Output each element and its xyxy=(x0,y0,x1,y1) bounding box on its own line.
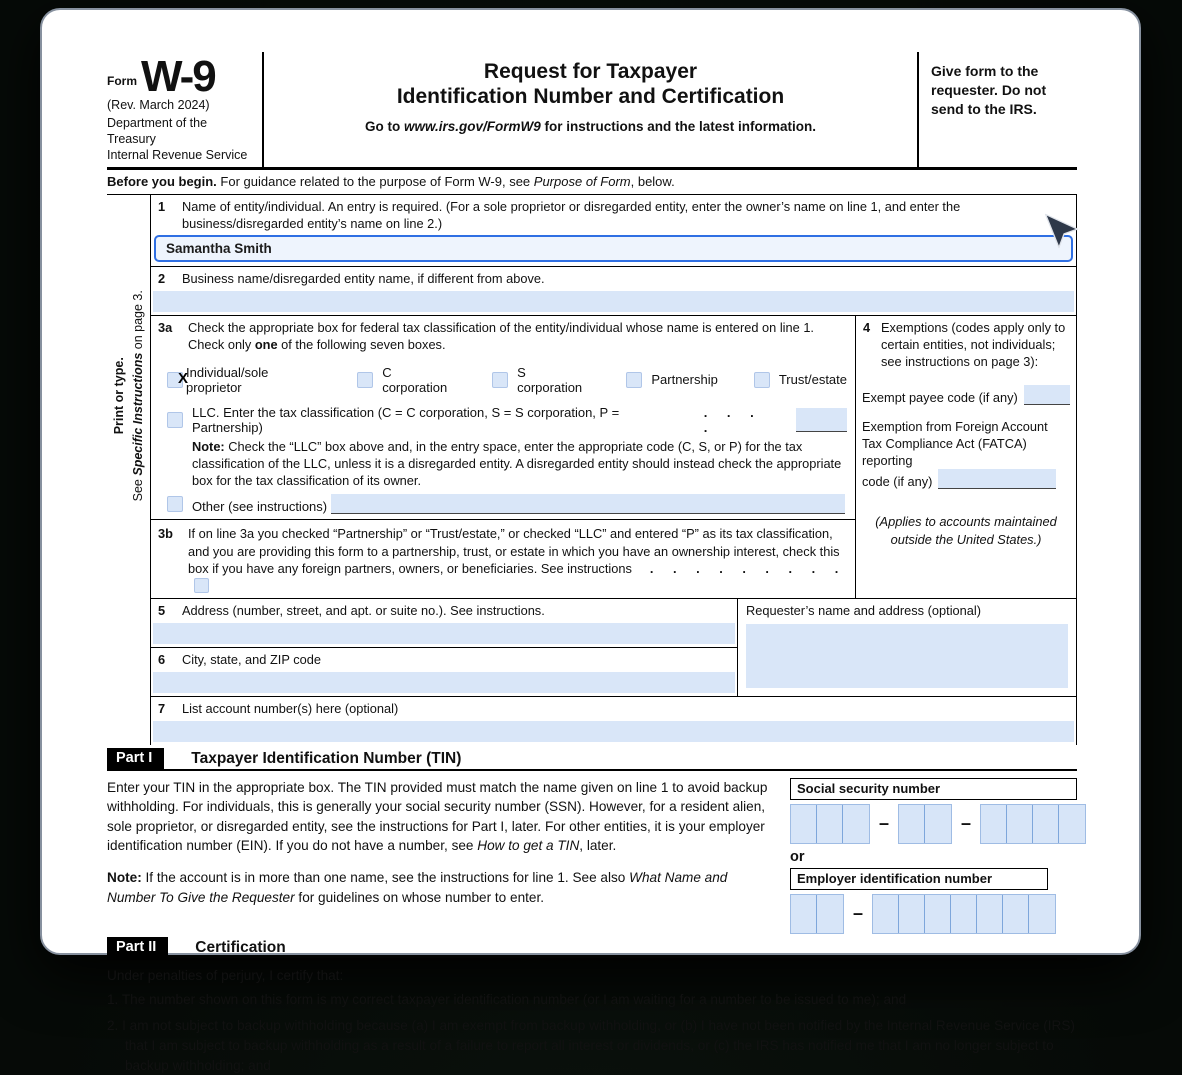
applies-note: (Applies to accounts maintained outside the United States.) xyxy=(875,514,1057,548)
ssn-dash: – xyxy=(879,813,890,834)
ein-cell[interactable] xyxy=(925,895,951,933)
department: Department of the Treasury xyxy=(107,116,208,147)
ssn-cell[interactable] xyxy=(1059,805,1085,843)
part1-badge: Part I xyxy=(107,748,164,769)
line2-label: Business name/disregarded entity name, if different from above. xyxy=(182,271,545,287)
ein-boxes xyxy=(790,894,1077,934)
line2-row xyxy=(151,267,1076,316)
form-header xyxy=(107,52,1077,170)
account-numbers-input[interactable] xyxy=(153,721,1074,742)
line1-row xyxy=(151,195,1076,267)
ssn-cell[interactable] xyxy=(1033,805,1059,843)
part1-instructions: Enter your TIN in the appropriate box. The TIN provided must match the name given on line 1 to avoid backup withholding. For individuals, this is generally your social security number (SSN). However, for a resident alien, sole proprietor, or disregarded entity, see the instructions for Part I, later. For other entities, it is your employer identification number (EIN). If you do not have a number, see How to get a TIN, later. Note: If the account is in more than one name, see the instructions for line 1. See also What Name and Number To Give the Requester for guidelines on whose number to enter. xyxy=(107,778,790,934)
line6-label: City, state, and ZIP code xyxy=(182,651,321,667)
ssn-cell[interactable] xyxy=(817,805,843,843)
other-label: Other (see instructions) xyxy=(192,499,328,515)
ssn-cell[interactable] xyxy=(899,805,925,843)
give-form-note: Give form to the requester. Do not send to the IRS. xyxy=(931,63,1047,117)
form-subtitle: Go to www.irs.gov/FormW9 for instructions and the latest information. xyxy=(364,118,817,134)
ein-cell[interactable] xyxy=(873,895,899,933)
trust-estate-checkbox[interactable] xyxy=(754,372,770,388)
line1-label: Name of entity/individual. An entry is required. (For a sole proprietor or disregarded entity, enter the owner’s name on line 1, and enter the business/disregarded entity’s name on line 2.) xyxy=(182,199,961,232)
other-line xyxy=(151,489,855,514)
part2-badge: Part II xyxy=(107,937,168,958)
line5-row xyxy=(151,599,737,648)
other-checkbox[interactable] xyxy=(167,496,183,512)
partnership-checkbox[interactable] xyxy=(626,372,642,388)
form-number: W-9 xyxy=(141,52,215,101)
sidebar-line1: Print or type. xyxy=(111,356,126,434)
ssn-cell[interactable] xyxy=(925,805,951,843)
part2-title: Certification xyxy=(195,938,286,956)
agency: Internal Revenue Service xyxy=(107,147,248,162)
checkbox-trust-estate[interactable]: Trust/estate xyxy=(754,372,847,388)
ssn-boxes xyxy=(790,804,1077,844)
other-input[interactable] xyxy=(331,494,845,514)
requester-column xyxy=(738,599,1076,696)
w9-form-page xyxy=(40,8,1141,1073)
line3b-label: If on line 3a you checked “Partnership” or “Trust/estate,” or checked “LLC” and entered “P” as its tax classification, and you are providing this form to a partnership, trust, or estate in which you have an ownership interest, check this box if you have any foreign partners, owners, or beneficiaries. See instructions . . . . . . . . . xyxy=(188,525,847,594)
tin-entry-area xyxy=(790,778,1077,934)
or-label: or xyxy=(790,848,805,865)
checkbox-s-corporation[interactable]: S corporation xyxy=(492,365,590,395)
form-title-line2: Identification Number and Certification xyxy=(396,84,785,108)
requester-input[interactable] xyxy=(746,624,1068,688)
line7-row xyxy=(151,697,1076,742)
line5-number: 5 xyxy=(158,602,166,618)
certification-intro: Under penalties of perjury, I certify that: xyxy=(107,967,344,983)
address-rows xyxy=(151,599,1076,697)
line3b-dot-leaders: . . . . . . . . . xyxy=(649,560,841,576)
form-title-block xyxy=(262,52,919,167)
checkbox-partnership[interactable]: Partnership xyxy=(626,372,717,388)
form-title-line1: Request for Taxpayer xyxy=(483,60,698,83)
line6-row xyxy=(151,648,737,693)
line1-number: 1 xyxy=(158,199,166,215)
line3b-section xyxy=(151,520,855,598)
ssn-label: Social security number xyxy=(790,778,1077,800)
llc-label: LLC. Enter the tax classification (C = C corporation, S = S corporation, P = Partnership) xyxy=(192,404,620,435)
sidebar-line2: See Specific Instructions on page 3. xyxy=(130,289,145,501)
form-id-block xyxy=(107,52,262,167)
individual-checkbox[interactable] xyxy=(167,369,188,388)
ein-dash: – xyxy=(853,903,864,924)
address-input[interactable] xyxy=(153,623,735,644)
part1-note: Note: If the account is in more than one name, see the instructions for line 1. See also What Name and Number To Give the Requester for guidelines on whose number to enter. xyxy=(107,870,728,905)
line3a-number: 3a xyxy=(158,319,173,335)
llc-dot-leaders: . . . . xyxy=(703,404,756,435)
line2-number: 2 xyxy=(158,271,166,287)
ssn-cell[interactable] xyxy=(791,805,817,843)
ein-cell[interactable] xyxy=(1029,895,1055,933)
llc-checkbox[interactable] xyxy=(167,412,183,428)
ssn-cell[interactable] xyxy=(981,805,1007,843)
part1-title: Taxpayer Identification Number (TIN) xyxy=(191,749,462,767)
form-url: www.irs.gov/FormW9 xyxy=(403,118,541,134)
form-word: Form xyxy=(107,74,137,89)
city-state-zip-input[interactable] xyxy=(153,672,735,693)
line7-number: 7 xyxy=(158,700,166,716)
exemptions-column xyxy=(856,316,1076,598)
exempt-payee-label: Exempt payee code (if any) xyxy=(862,389,1018,405)
before-you-begin: Before you begin. For guidance related to the purpose of Form W-9, see Purpose of Form, below. xyxy=(107,170,1077,195)
ein-label: Employer identification number xyxy=(790,868,1048,890)
ssn-dash: – xyxy=(961,813,972,834)
line3a-label: Check the appropriate box for federal tax classification of the entity/individual whose name is entered on line 1. Check only one of the following seven boxes. xyxy=(188,319,814,352)
ein-cell[interactable] xyxy=(899,895,925,933)
name-input[interactable]: Samantha Smith xyxy=(154,235,1073,262)
checkbox-c-corporation[interactable]: C corporation xyxy=(357,365,456,395)
print-or-type-sidebar xyxy=(107,195,150,744)
ein-cell[interactable] xyxy=(791,895,817,933)
certification-item-1: 1. The number shown on this form is my correct taxpayer identification number (or I am waiting for a number to be issued to me); and xyxy=(107,991,907,1007)
classification-row xyxy=(151,316,1076,599)
checkbox-individual-sole-proprietor[interactable]: X Individual/sole proprietor xyxy=(167,365,321,395)
llc-line xyxy=(151,397,855,435)
exempt-payee-code-input[interactable] xyxy=(1024,385,1070,405)
ssn-cell[interactable] xyxy=(1007,805,1033,843)
line3b-number: 3b xyxy=(158,526,173,542)
line4-label: Exemptions (codes apply only to certain entities, not individuals; see instructions on page 3): xyxy=(881,319,1066,369)
certification-item-2: 2. I am not subject to backup withholding because (a) I am exempt from backup withholding, or (b) I have not been notified by the Internal Revenue Service (IRS) that I am subject to backup withholding as a result of a failure to report all interest or dividends, or (c) the IRS has notified me that I am no longer subject to backup withholding; and xyxy=(107,1018,1075,1073)
llc-code-input[interactable] xyxy=(796,408,847,432)
line4-number: 4 xyxy=(863,319,871,335)
fatca-code-label: code (if any) xyxy=(862,474,933,490)
part1-header xyxy=(107,748,1077,771)
line5-label: Address (number, street, and apt. or suite no.). See instructions. xyxy=(182,602,545,618)
line3a-section xyxy=(151,316,855,520)
fatca-label: Exemption from Foreign Account Tax Compliance Act (FATCA) reporting xyxy=(862,418,1048,469)
line7-label: List account number(s) here (optional) xyxy=(182,700,399,716)
foreign-partners-checkbox[interactable] xyxy=(194,578,209,593)
part2-header xyxy=(107,937,1077,960)
llc-note: Note: Check the “LLC” box above and, in the entry space, enter the appropriate code (C, S, or P) for the tax classification of the LLC, unless it is a disregarded entity. A disregarded entity should instead check the appropriate box for the tax classification of its owner. xyxy=(192,438,842,488)
ein-cell[interactable] xyxy=(1003,895,1029,933)
check-x-mark: X xyxy=(177,369,188,387)
ssn-cell[interactable] xyxy=(843,805,869,843)
business-name-input[interactable] xyxy=(153,291,1074,312)
ein-cell[interactable] xyxy=(977,895,1003,933)
ein-cell[interactable] xyxy=(951,895,977,933)
requester-label: Requester’s name and address (optional) xyxy=(746,602,981,618)
form-revision: (Rev. March 2024) xyxy=(107,98,210,113)
fatca-code-input[interactable] xyxy=(938,469,1056,489)
mouse-cursor-icon xyxy=(1042,213,1080,251)
ein-cell[interactable] xyxy=(817,895,843,933)
c-corporation-checkbox[interactable] xyxy=(357,372,373,388)
s-corporation-checkbox[interactable] xyxy=(492,372,508,388)
line6-number: 6 xyxy=(158,651,166,667)
